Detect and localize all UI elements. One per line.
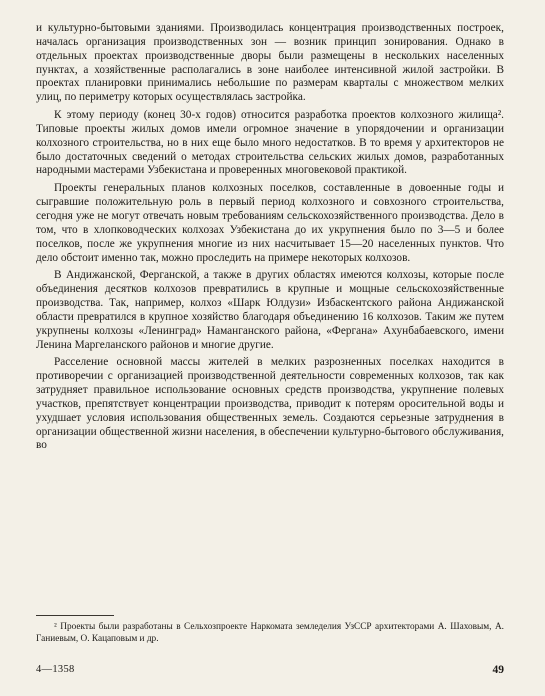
- paragraph: В Андижанской, Ферганской, а также в других областях имеются колхозы, которые после объединения десятков колхозов превратились в крупные и мощные сельскохозяйственные производства. Так, например, колхоз «Шарк Юлдузи» Избаскентского района Андижанской области превратился в крупное хозяйство благодаря объединению 16 колхозов. Таким же путем укрупнены колхозы «Ленинград» Наманганского района, «Фергана» Ахунбабаевского, имени Ленина Маргеланского районов и многие другие.: [36, 269, 504, 351]
- paragraph: Расселение основной массы жителей в мелких разрозненных поселках находится в противоречии с организацией производственной деятельности современных колхозов, так как затрудняет правильное использование основных средств производства, укрупнение полевых участков, препятствует концентрации производства, приводит к потерям оросительной воды и ухудшает условия использования общественных земель. Создаются серьезные затруднения в организации общественной жизни населения, в обеспечении культурно-бытового обслуживания, во: [36, 356, 504, 452]
- footnote: [36, 621, 504, 645]
- main-text: [36, 22, 504, 453]
- page-number: 49: [492, 664, 504, 676]
- printer-signature: 4—1358: [36, 664, 75, 675]
- paragraph-continuation: и культурно-бытовыми зданиями. Производилась концентрация производственных построек, началась организация производственных зон — возник принцип зонирования. Однако в отдельных проектах производственные дворы были размещены в нескольких населенных пунктах, а хозяйственные располагались в зоне наиболее интенсивной жилой застройки. В проектах планировки принимались небольшие по размерам кварталы с множеством мелких улиц, по периметру которых осуществлялась застройка.: [36, 22, 504, 104]
- paragraph: Проекты генеральных планов колхозных поселков, составленные в довоенные годы и сыгравшие положительную роль в первый период колхозного и совхозного строительства, сегодня уже не могут отвечать новым требованиям сельскохозяйственного производства. Дело в том, что в хлопководческих колхозах Узбекистана до их укрупнения было по 3—5 и более поселков, после же укрупнения многие из них насчитывает 15—20 населенных пунктов. Что дело обстоит именно так, можно проследить на примере некоторых колхозов.: [36, 182, 504, 264]
- footnote-text: ² Проекты были разработаны в Сельхозпроекте Наркомата земледелия УзССР архитекторами А. Шаховым, А. Ганиевым, О. Кацаповым и др.: [36, 622, 504, 644]
- footnote-divider: [36, 615, 114, 616]
- paragraph: К этому периоду (конец 30-х годов) относится разработка проектов колхозного жилища². Типовые проекты жилых домов имели огромное значение в упорядочении и организации колхозного строительства, но в них еще было много недостатков. В то время у архитекторов не было достаточных сведений о методах строительства сельских жилых домов, разработанных народными мастерами Узбекистана и проверенных многовековой практикой.: [36, 109, 504, 177]
